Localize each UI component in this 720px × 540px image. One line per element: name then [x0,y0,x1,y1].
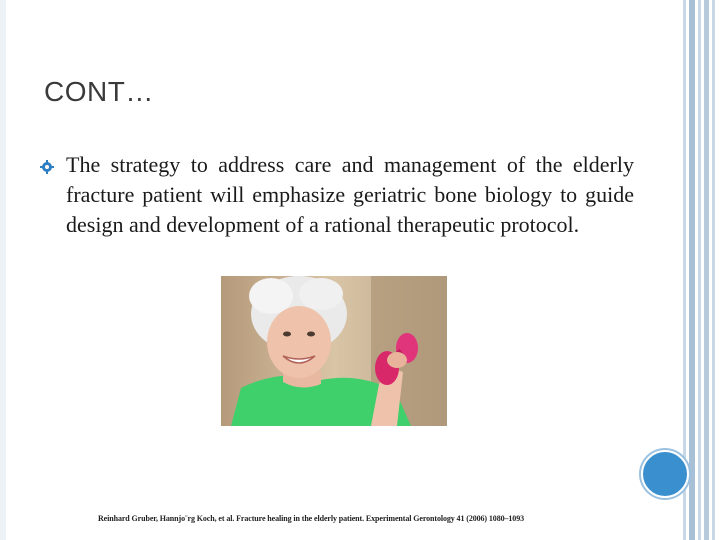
elderly-woman-photo [221,276,447,426]
slide-title: CONT… [44,76,154,107]
bullet-text: The strategy to address care and management of the elderly fracture patient will emphasize geriatric bone biology to guide design and development of a rational therapeutic protocol. [66,152,634,237]
left-border-decoration [0,0,6,540]
right-stripe-decoration [704,0,709,540]
right-stripe-decoration [689,0,695,540]
citation-text: Reinhard Gruber, Hannjo¨rg Koch, et al. Fracture healing in the elderly patient. Experimental Gerontology 41 (2006) 1080–1093 [98,514,524,523]
right-stripe-decoration [712,0,715,540]
gear-bullet-icon [40,160,54,174]
accent-circle-decoration [641,450,689,498]
right-stripe-decoration [698,0,701,540]
